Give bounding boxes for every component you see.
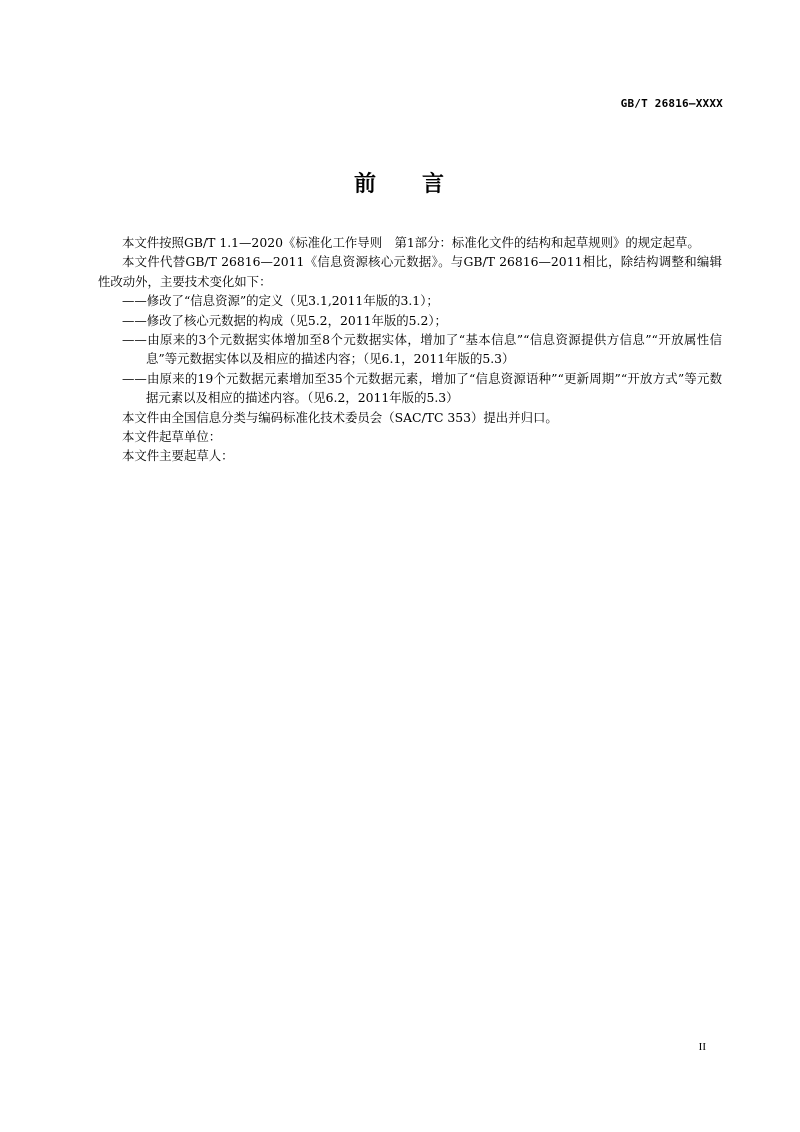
paragraph-drafting-units: 本文件起草单位： bbox=[122, 429, 222, 445]
page-number: II bbox=[698, 1041, 706, 1053]
title-char-1: 前 bbox=[353, 172, 378, 197]
paragraph-replacement: 本文件代替GB/T 26816—2011《信息资源核心元数据》。与GB/T 26816—2011相比，除结构调整和编辑性改动外，主要技术变化如下： bbox=[98, 254, 722, 289]
change-item: ——由原来的3个元数据实体增加至8个元数据实体，增加了“基本信息”“信息资源提供方信息”“开放属性信息”等元数据实体以及相应的描述内容；（见6.1，2011年版的5.3） bbox=[122, 332, 722, 367]
change-item: ——修改了核心元数据的构成（见5.2，2011年版的5.2）； bbox=[122, 312, 447, 328]
page-title bbox=[0, 167, 800, 198]
document-code: GB/T 26816—XXXX bbox=[620, 97, 723, 110]
change-item: ——由原来的19个元数据元素增加至35个元数据元素，增加了“信息资源语种”“更新周期”“开放方式”等元数据元素以及相应的描述内容。（见6.2，2011年版的5.3） bbox=[122, 370, 722, 406]
paragraph-drafters: 本文件主要起草人： bbox=[122, 448, 234, 464]
foreword-body bbox=[98, 233, 722, 466]
title-char-2: 言 bbox=[422, 172, 447, 197]
paragraph-committee: 本文件由全国信息分类与编码标准化技术委员会（SAC/TC 353）提出并归口。 bbox=[122, 409, 558, 425]
change-item: ——修改了“信息资源”的定义（见3.1,2011年版的3.1）； bbox=[122, 293, 439, 309]
paragraph-drafting-rules: 本文件按照GB/T 1.1—2020《标准化工作导则 第1部分：标准化文件的结构和起草规则》的规定起草。 bbox=[122, 235, 700, 250]
